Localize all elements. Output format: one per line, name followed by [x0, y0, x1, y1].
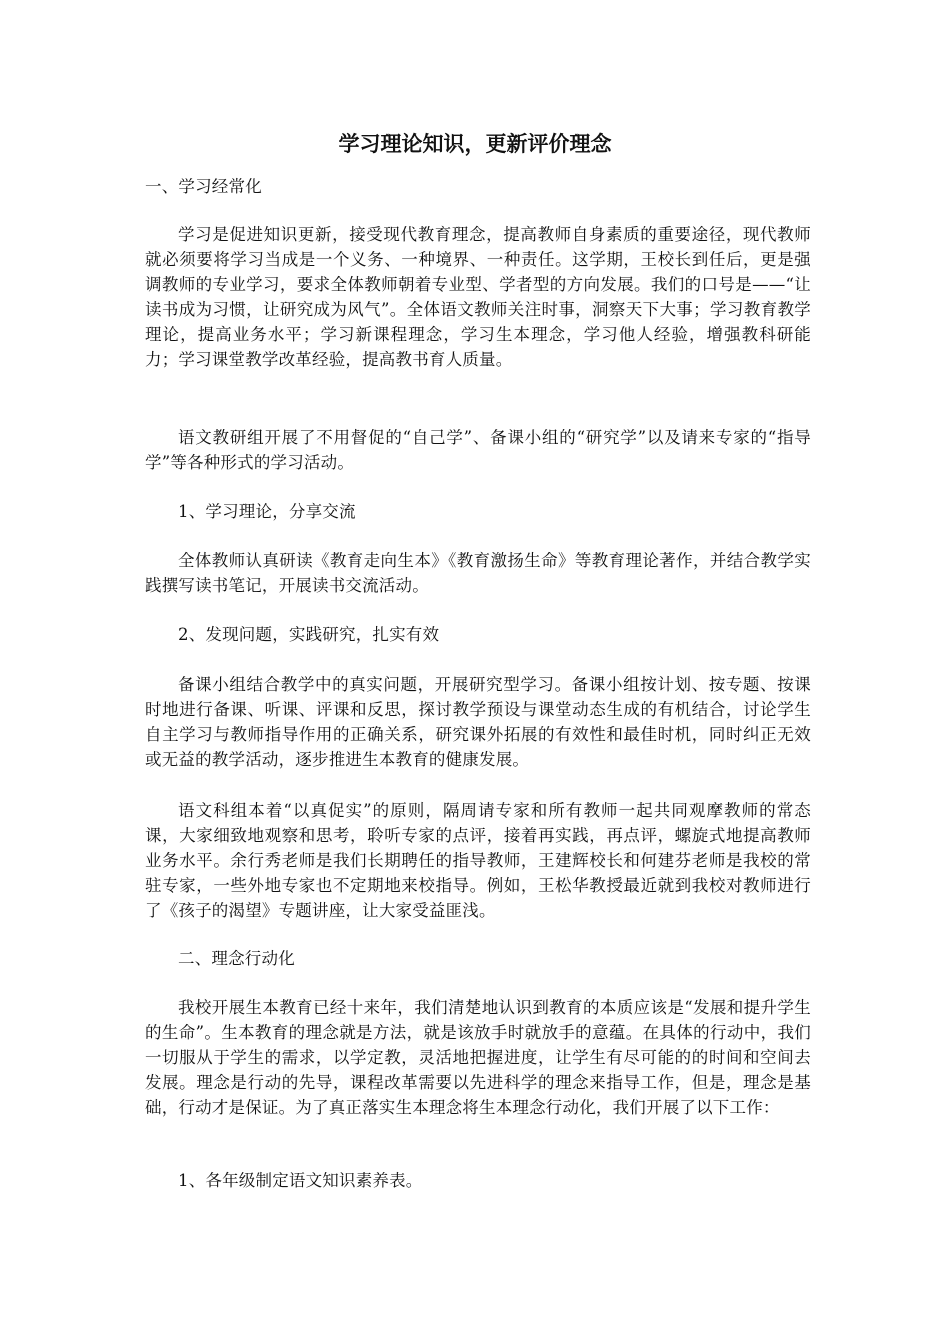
- subsection-two-heading: 2、发现问题，实践研究，扎实有效: [178, 625, 440, 644]
- paragraph-learning-importance: 学习是促进知识更新，接受现代教育理念，提高教师自身素质的重要途径，现代教师就必须要将学习当成是一个义务、一种境界、一种责任。这学期，王校长到任后，更是强调教师的专业学习，要求全体教师朝着专业型、学者型的方向发展。我们的口号是——“让读书成为习惯，让研究成为风气”。全体语文教师关注时事，洞察天下大事；学习教育教学理论，提高业务水平；学习新课程理念，学习生本理念，学习他人经验，增强教科研能力；学习课堂教学改革经验，提高教书育人质量。: [145, 225, 811, 369]
- section-one-heading: 一、学习经常化: [145, 177, 262, 196]
- paragraph-lesson-groups: 备课小组结合教学中的真实问题，开展研究型学习。备课小组按计划、按专题、按课时地进行备课、听课、评课和反思，探讨教学预设与课堂动态生成的有机结合，讨论学生自主学习与教师指导作用的正确关系，研究课外拓展的有效性和最佳时机，同时纠正无效或无益的教学活动，逐步推进生本教育的健康发展。: [145, 675, 811, 769]
- subsection-one-heading: 1、学习理论，分享交流: [178, 502, 356, 521]
- section-two-heading: 二、理念行动化: [178, 949, 295, 968]
- subsection-three-heading: 1、各年级制定语文知识素养表。: [178, 1171, 423, 1190]
- paragraph-theory-study: 全体教师认真研读《教育走向生本》《教育激扬生命》等教育理论著作，并结合教学实践撰写读书笔记，开展读书交流活动。: [145, 551, 811, 595]
- paragraph-learning-forms: 语文教研组开展了不用督促的“自己学”、备课小组的“研究学”以及请来专家的“指导学”等各种形式的学习活动。: [145, 428, 811, 472]
- document-title: 学习理论知识，更新评价理念: [338, 132, 612, 156]
- paragraph-philosophy-action: 我校开展生本教育已经十来年，我们清楚地认识到教育的本质应该是“发展和提升学生的生命”。生本教育的理念就是方法，就是该放手时就放手的意蕴。在具体的行动中，我们一切服从于学生的需求，以学定教，灵活地把握进度，让学生有尽可能的的时间和空间去发展。理念是行动的先导，课程改革需要以先进科学的理念来指导工作，但是，理念是基础，行动才是保证。为了真正落实生本理念将生本理念行动化，我们开展了以下工作：: [145, 998, 811, 1117]
- paragraph-expert-guidance: 语文科组本着“以真促实”的原则，隔周请专家和所有教师一起共同观摩教师的常态课，大家细致地观察和思考，聆听专家的点评，接着再实践，再点评，螺旋式地提高教师业务水平。余行秀老师是我们长期聘任的指导教师，王建辉校长和何建芬老师是我校的常驻专家，一些外地专家也不定期地来校指导。例如，王松华教授最近就到我校对教师进行了《孩子的渴望》专题讲座，让大家受益匪浅。: [145, 801, 811, 920]
